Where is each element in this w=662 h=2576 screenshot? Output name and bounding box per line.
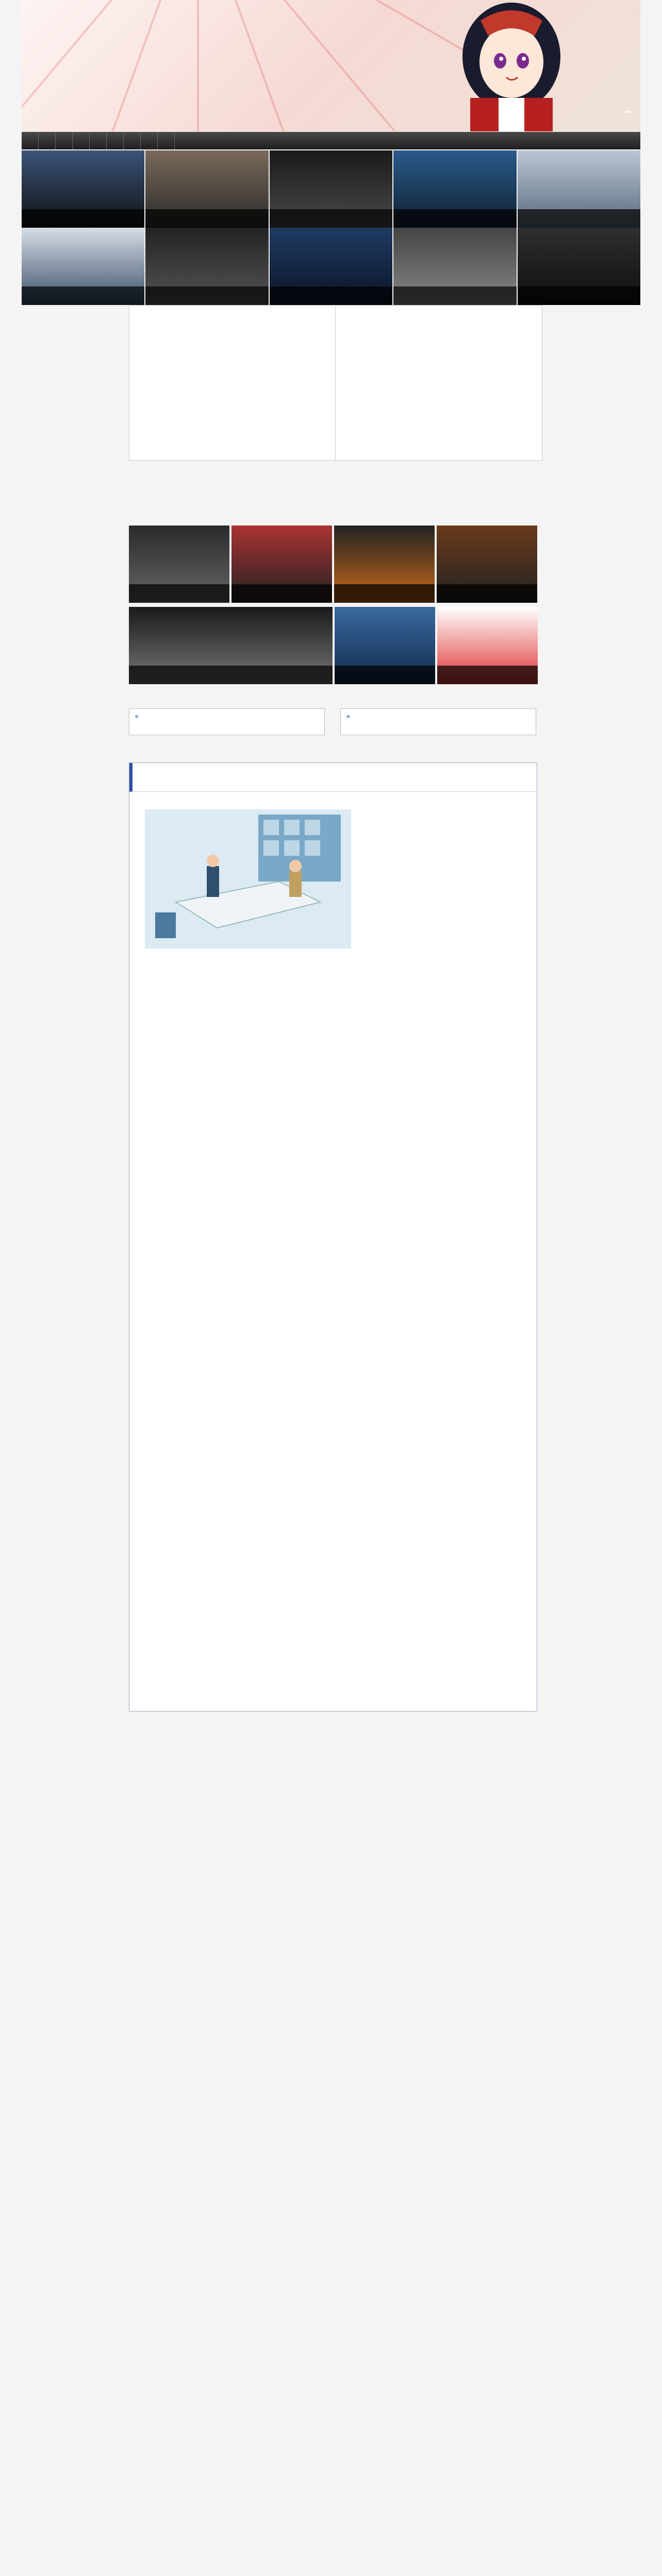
nav-item-1[interactable] xyxy=(22,132,39,149)
article-body xyxy=(129,762,537,1711)
prev-article-link[interactable] xyxy=(129,708,325,735)
next-arrow-icon: » xyxy=(346,713,351,721)
article-thumb[interactable] xyxy=(518,228,640,305)
article-thumb[interactable] xyxy=(335,607,435,684)
thumb-row-1 xyxy=(22,150,640,228)
thumb-caption xyxy=(437,584,537,603)
nav-item-4[interactable] xyxy=(73,132,90,149)
nav-item-2[interactable] xyxy=(39,132,56,149)
thumb-caption xyxy=(334,584,435,603)
nav-item-6[interactable] xyxy=(107,132,124,149)
thumb-caption xyxy=(393,286,516,305)
article-thumb[interactable] xyxy=(231,526,332,603)
thumb-caption xyxy=(231,584,332,603)
thumb-caption xyxy=(129,666,333,684)
nav-item-9[interactable] xyxy=(158,132,175,149)
op-illustration xyxy=(145,809,351,948)
thumb-caption xyxy=(145,286,268,305)
article-thumb[interactable] xyxy=(270,228,392,305)
thumb-row-2 xyxy=(22,228,640,305)
site-url[interactable] xyxy=(625,111,631,113)
thumb-caption xyxy=(335,666,435,684)
thumb-caption xyxy=(145,209,268,228)
article-thumb[interactable] xyxy=(145,150,268,228)
site-banner[interactable] xyxy=(22,0,640,131)
article-header xyxy=(129,763,537,792)
article-thumb[interactable] xyxy=(22,150,144,228)
nav-item-3[interactable] xyxy=(56,132,73,149)
headline-list-left xyxy=(129,305,336,461)
article-thumb[interactable] xyxy=(518,150,640,228)
headline-list-right xyxy=(335,305,542,461)
thumb-caption xyxy=(270,286,392,305)
article-thumb[interactable] xyxy=(393,228,516,305)
article-thumb[interactable] xyxy=(129,526,229,603)
promo-list xyxy=(136,995,531,997)
thumb-caption xyxy=(270,209,392,228)
thumb-caption xyxy=(129,584,229,603)
mid-thumb-row-2 xyxy=(129,607,541,684)
mascot-illustration xyxy=(403,0,599,131)
nav-item-7[interactable] xyxy=(124,132,141,149)
thumb-caption xyxy=(518,286,640,305)
article-thumb[interactable] xyxy=(145,228,268,305)
article-thumb[interactable] xyxy=(393,150,516,228)
thumb-caption xyxy=(518,209,640,228)
article-thumb[interactable] xyxy=(270,150,392,228)
article-thumb[interactable] xyxy=(129,607,333,684)
nav-item-5[interactable] xyxy=(90,132,107,149)
next-article-link[interactable] xyxy=(340,708,536,735)
prev-arrow-icon: « xyxy=(135,713,139,721)
article-thumb[interactable] xyxy=(334,526,435,603)
thumb-caption xyxy=(437,666,538,684)
article-thumb[interactable] xyxy=(22,228,144,305)
nav-item-8[interactable] xyxy=(141,132,158,149)
site-logo[interactable] xyxy=(32,5,202,108)
thumb-caption xyxy=(22,286,144,305)
mid-thumb-row-1 xyxy=(129,526,541,603)
thumb-caption xyxy=(393,209,516,228)
article-thumb[interactable] xyxy=(437,526,537,603)
article-thumb[interactable] xyxy=(437,607,538,684)
top-nav xyxy=(22,132,640,149)
source-block xyxy=(136,959,531,961)
thumb-caption xyxy=(22,209,144,228)
